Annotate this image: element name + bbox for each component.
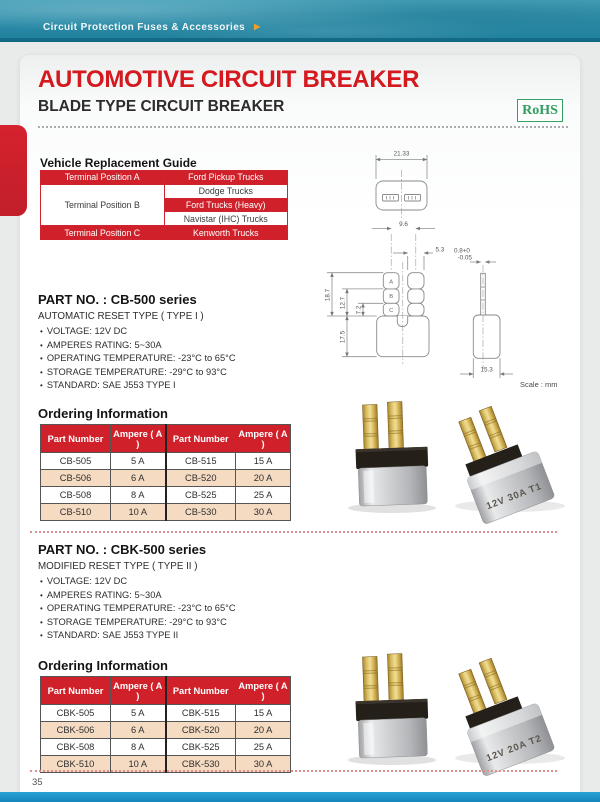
table-row — [41, 487, 291, 504]
dim-blade: 5.3 — [435, 246, 445, 254]
col-header: Part Number — [41, 677, 111, 705]
footer-divider — [30, 770, 557, 772]
side-red-tab — [0, 125, 27, 216]
cb-reset-type: AUTOMATIC RESET TYPE ( TYPE I ) — [38, 311, 204, 322]
dim-body-height: 17.5 — [339, 330, 347, 344]
blade-terminal — [362, 656, 378, 704]
ampere-cell: 5 A — [111, 453, 166, 470]
spec-item: • STORAGE TEMPERATURE: -29°C to 93°C — [40, 366, 236, 380]
spec-item: • VOLTAGE: 12V DC — [40, 325, 236, 339]
dim-width-top: 21.33 — [393, 150, 410, 158]
part-number-cell: CB-530 — [166, 504, 236, 521]
footer-bar — [0, 792, 600, 802]
part-number-cell: CBK-525 — [166, 739, 236, 756]
banner-title-text: Circuit Protection Fuses & Accessories — [43, 22, 246, 33]
vehicle-cell: Ford Trucks (Heavy) — [164, 198, 288, 212]
col-header: Ampere ( A ) — [111, 677, 166, 705]
table-header-row — [41, 677, 291, 705]
ampere-cell: 25 A — [236, 487, 291, 504]
vehicle-cell: Navistar (IHC) Trucks — [164, 212, 288, 226]
cbk-product-photo — [323, 648, 590, 778]
banner-bottom-strip — [0, 38, 600, 42]
vehicle-replacement-table — [40, 170, 288, 240]
vehicle-guide-title: Vehicle Replacement Guide — [40, 156, 197, 170]
ampere-cell: 6 A — [111, 470, 166, 487]
dim-thickness-nominal: 0.8+0 — [454, 247, 470, 255]
scale-note: Scale : mm — [520, 380, 558, 389]
dim-height-a: 18.7 — [324, 288, 332, 302]
drawing-top-view — [376, 151, 427, 220]
ampere-cell: 30 A — [236, 756, 291, 773]
ampere-cell: 8 A — [111, 739, 166, 756]
table-row — [41, 453, 291, 470]
ampere-cell: 10 A — [111, 504, 166, 521]
page-number: 35 — [32, 777, 43, 788]
blade-terminal — [459, 669, 487, 715]
spec-item: • AMPERES RATING: 5~30A — [40, 589, 236, 603]
table-row — [41, 470, 291, 487]
dim-pitch: 9.6 — [399, 221, 408, 228]
spec-item: • STANDARD: SAE J553 TYPE I — [40, 379, 236, 393]
terminal-label-b: B — [389, 294, 394, 300]
dim-thickness-tolerance: -0.05 — [457, 254, 472, 262]
ampere-cell: 20 A — [236, 722, 291, 739]
section-divider — [30, 531, 557, 533]
col-header: Part Number — [41, 425, 111, 453]
cb-ordering-title: Ordering Information — [38, 406, 168, 421]
col-header: Part Number — [166, 425, 236, 453]
table-row — [41, 171, 288, 185]
technical-drawing — [313, 140, 600, 390]
col-header: Ampere ( A ) — [111, 425, 166, 453]
breaker-marking: 12V 30A T1 — [484, 480, 544, 513]
dim-height-c: 7.2 — [355, 305, 363, 315]
terminal-label-c: C — [389, 308, 394, 314]
ampere-cell: 5 A — [111, 705, 166, 722]
blade-terminal — [387, 654, 403, 704]
breaker-front-view — [354, 401, 430, 506]
arrow-right-icon: ▶ — [254, 22, 261, 31]
blade-terminal — [479, 658, 507, 704]
ampere-cell: 20 A — [236, 470, 291, 487]
heading-divider — [38, 126, 568, 128]
ampere-cell: 30 A — [236, 504, 291, 521]
part-number-cell: CBK-530 — [166, 756, 236, 773]
terminal-position-cell: Terminal Position C — [41, 226, 165, 240]
dim-height-b: 12.7 — [339, 296, 347, 310]
col-header: Ampere ( A ) — [236, 677, 291, 705]
ampere-cell: 15 A — [236, 705, 291, 722]
part-number-cell: CB-510 — [41, 504, 111, 521]
terminal-position-cell: Terminal Position A — [41, 171, 165, 185]
part-number-cell: CBK-510 — [41, 756, 111, 773]
spec-item: • OPERATING TEMPERATURE: -23°C to 65°C — [40, 602, 236, 616]
blade-terminal — [459, 417, 487, 463]
part-number-cell: CB-525 — [166, 487, 236, 504]
ampere-cell: 6 A — [111, 722, 166, 739]
rohs-badge: RoHS — [517, 99, 563, 122]
cb-product-photo — [323, 392, 590, 530]
spec-item: • AMPERES RATING: 5~30A — [40, 339, 236, 353]
part-number-cell: CBK-506 — [41, 722, 111, 739]
table-row — [41, 722, 291, 739]
cb-ordering-table — [40, 424, 291, 521]
spec-item: • VOLTAGE: 12V DC — [40, 575, 236, 589]
ampere-cell: 15 A — [236, 453, 291, 470]
page-title: AUTOMOTIVE CIRCUIT BREAKER — [38, 66, 420, 93]
spec-item: • STANDARD: SAE J553 TYPE II — [40, 629, 236, 643]
vehicle-cell: Kenworth Trucks — [164, 226, 288, 240]
spec-item: • OPERATING TEMPERATURE: -23°C to 65°C — [40, 352, 236, 366]
part-number-cell: CBK-505 — [41, 705, 111, 722]
dim-side-width: 15.3 — [480, 366, 493, 374]
drawing-side-view — [460, 262, 558, 389]
table-row — [41, 226, 288, 240]
col-header: Ampere ( A ) — [236, 425, 291, 453]
terminal-position-cell: Terminal Position B — [41, 184, 165, 225]
breaker-marking: 12V 20A T2 — [484, 732, 544, 765]
table-header-row — [41, 425, 291, 453]
part-number-cell: CB-506 — [41, 470, 111, 487]
page-subtitle: BLADE TYPE CIRCUIT BREAKER — [38, 98, 285, 115]
drawing-front-view — [325, 221, 473, 364]
part-number-cell: CB-520 — [166, 470, 236, 487]
part-number-cell: CBK-515 — [166, 705, 236, 722]
blade-terminal — [362, 404, 378, 452]
cbk-ordering-table — [40, 676, 291, 773]
breaker-front-view — [354, 653, 430, 758]
top-banner — [0, 0, 600, 42]
terminal-label-a: A — [389, 279, 394, 286]
spec-item: • STORAGE TEMPERATURE: -29°C to 93°C — [40, 616, 236, 630]
part-number-cell: CBK-508 — [41, 739, 111, 756]
cbk-spec-list — [40, 575, 236, 643]
cb-part-no: PART NO. : CB-500 series — [38, 292, 197, 307]
part-number-cell: CB-515 — [166, 453, 236, 470]
table-row — [41, 184, 288, 198]
col-header: Part Number — [166, 677, 236, 705]
table-row — [41, 705, 291, 722]
cb-spec-list — [40, 325, 236, 393]
ampere-cell: 8 A — [111, 487, 166, 504]
table-row — [41, 504, 291, 521]
table-row — [41, 739, 291, 756]
part-number-cell: CB-505 — [41, 453, 111, 470]
cbk-part-no: PART NO. : CBK-500 series — [38, 542, 207, 557]
part-number-cell: CB-508 — [41, 487, 111, 504]
ampere-cell: 10 A — [111, 756, 166, 773]
ampere-cell: 25 A — [236, 739, 291, 756]
part-number-cell: CBK-520 — [166, 722, 236, 739]
vehicle-cell: Ford Pickup Trucks — [164, 171, 288, 185]
cbk-reset-type: MODIFIED RESET TYPE ( TYPE II ) — [38, 561, 198, 572]
blade-terminal — [387, 402, 403, 452]
vehicle-cell: Dodge Trucks — [164, 184, 288, 198]
cbk-ordering-title: Ordering Information — [38, 658, 168, 673]
banner-title — [43, 22, 261, 33]
blade-terminal — [479, 406, 507, 452]
